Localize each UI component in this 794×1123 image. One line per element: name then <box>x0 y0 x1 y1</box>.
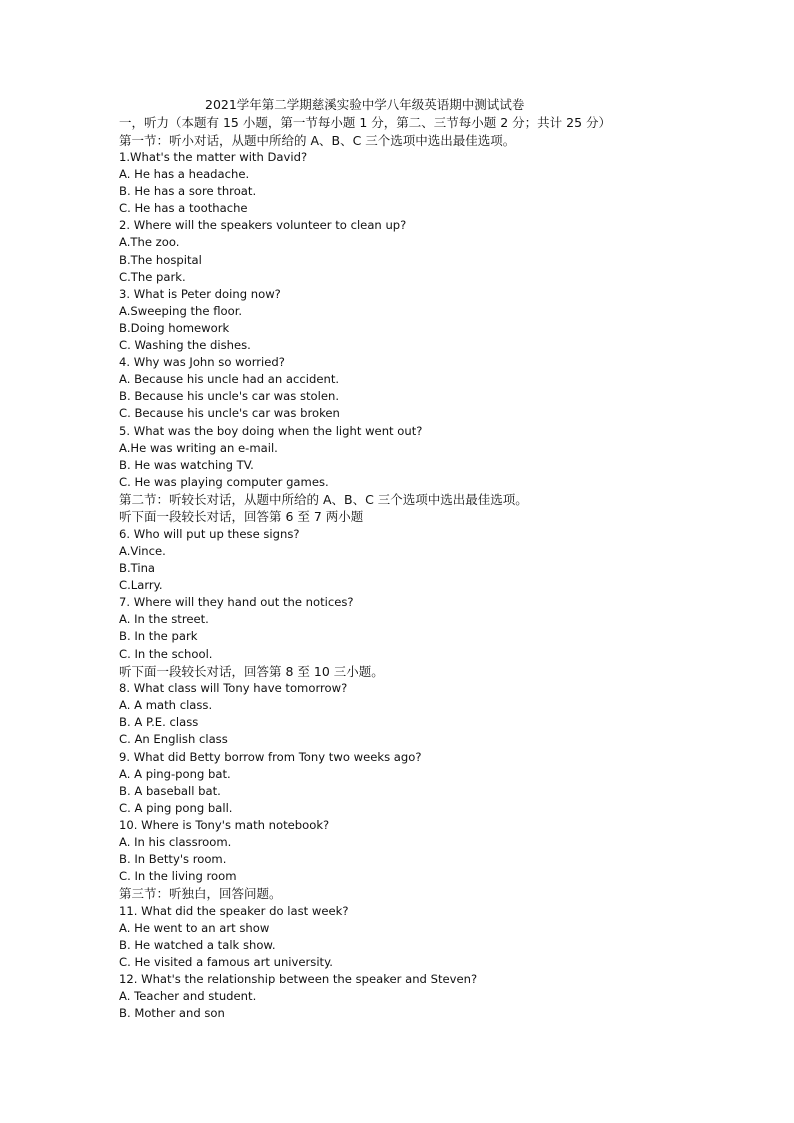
option: B. Mother and son <box>119 1006 225 1021</box>
option: C. He visited a famous art university. <box>119 955 333 970</box>
question: 4. Why was John so worried? <box>119 355 285 370</box>
question: 5. What was the boy doing when the light went out? <box>119 423 423 438</box>
question: 1.What's the matter with David? <box>119 150 308 164</box>
option: B. In Betty's room. <box>119 852 227 867</box>
option: B. He watched a talk show. <box>119 937 276 952</box>
question: 3. What is Peter doing now? <box>119 286 281 301</box>
question: 12. What's the relationship between the speaker and Steven? <box>119 972 478 987</box>
question: 7. Where will they hand out the notices? <box>119 595 354 610</box>
option: B. In the park <box>119 629 198 644</box>
question: 11. What did the speaker do last week? <box>119 903 349 918</box>
option: C. A ping pong ball. <box>119 800 233 815</box>
option: A. Teacher and student. <box>119 989 257 1004</box>
option: B. He was watching TV. <box>119 457 254 472</box>
option: A.Sweeping the floor. <box>119 303 243 318</box>
question: 10. Where is Tony's math notebook? <box>119 817 330 832</box>
question: 8. What class will Tony have tomorrow? <box>119 681 348 696</box>
option: A.He was writing an e-mail. <box>119 440 278 455</box>
option: C. An English class <box>119 732 228 747</box>
option: B.Doing homework <box>119 320 230 335</box>
option: C. Washing the dishes. <box>119 338 251 353</box>
option: C. He has a toothache <box>119 201 248 216</box>
option: C. In the living room <box>119 869 237 884</box>
option: A. A math class. <box>119 698 213 713</box>
option: B.The hospital <box>119 252 202 267</box>
option: A. Because his uncle had an accident. <box>119 372 340 387</box>
option: B. Because his uncle's car was stolen. <box>119 389 340 404</box>
question: 9. What did Betty borrow from Tony two weeks ago? <box>119 749 422 764</box>
option: A.Vince. <box>119 543 166 558</box>
option: C.Larry. <box>119 578 163 593</box>
option: B. A baseball bat. <box>119 783 221 798</box>
option: B. A P.E. class <box>119 715 199 730</box>
option: A. He went to an art show <box>119 920 270 935</box>
question: 2. Where will the speakers volunteer to clean up? <box>119 218 407 233</box>
option: A. He has a headache. <box>119 167 250 182</box>
dialog-intro: 听下面一段较长对话，回答第 8 至 10 三小题。 <box>119 663 384 679</box>
option: A. In the street. <box>119 612 209 627</box>
page-title: 2021学年第二学期慈溪实验中学八年级英语期中测试试卷 <box>205 97 525 112</box>
option: C. In the school. <box>119 646 213 661</box>
section-heading: 第三节：听独白，回答问题。 <box>119 886 282 902</box>
part-heading: 一，听力（本题有 15 小题，第一节每小题 1 分，第二、三节每小题 2 分；共计 25 分） <box>119 115 612 130</box>
option: A. In his classroom. <box>119 834 232 849</box>
option: C. Because his uncle's car was broken <box>119 406 340 421</box>
option: C. He was playing computer games. <box>119 474 329 489</box>
section-heading: 第二节：听较长对话，从题中所给的 A、B、C 三个选项中选出最佳选项。 <box>119 491 528 507</box>
dialog-intro: 听下面一段较长对话，回答第 6 至 7 两小题 <box>119 509 364 525</box>
option: A. A ping-pong bat. <box>119 766 231 781</box>
section-heading: 第一节：听小对话，从题中所给的 A、B、C 三个选项中选出最佳选项。 <box>119 132 516 148</box>
document-content <box>119 96 679 1022</box>
question: 6. Who will put up these signs? <box>119 526 300 541</box>
option: B. He has a sore throat. <box>119 184 257 199</box>
option: C.The park. <box>119 269 186 284</box>
option: A.The zoo. <box>119 235 180 250</box>
option: B.Tina <box>119 561 156 576</box>
